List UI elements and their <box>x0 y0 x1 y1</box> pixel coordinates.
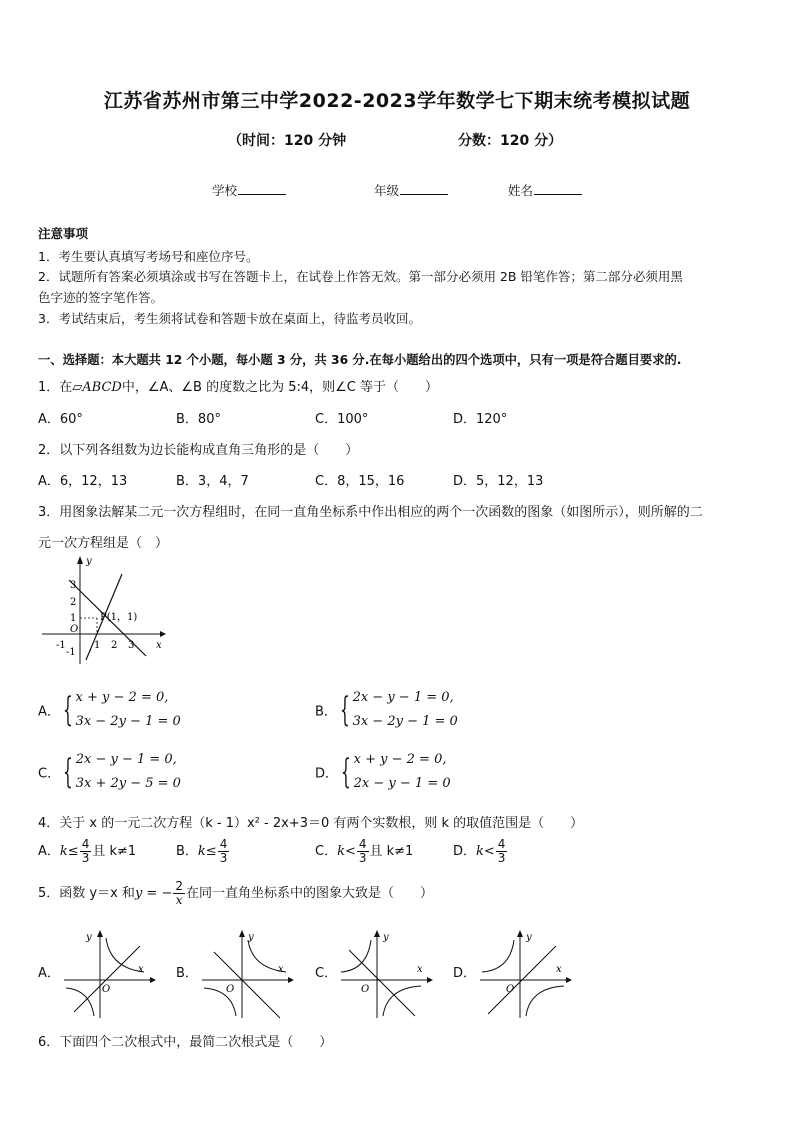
school-label: 学校 <box>212 183 238 198</box>
denominator: 3 <box>497 851 506 865</box>
question-6-stem: 6．下面四个二次根式中，最简二次根式是（ ） <box>38 1035 333 1050</box>
equation-system <box>354 748 451 796</box>
q5-option-d-graph[interactable] <box>476 928 572 1020</box>
q5-option-a-graph[interactable] <box>60 928 156 1020</box>
denominator: 3 <box>81 851 90 865</box>
numerator: 4 <box>358 837 367 851</box>
equation-system <box>353 686 458 734</box>
y-axis-label: y <box>383 932 389 943</box>
question-5-stem <box>38 880 433 907</box>
q3-option-c[interactable] <box>38 748 181 796</box>
q3-option-d[interactable] <box>315 748 451 796</box>
fraction <box>218 838 230 865</box>
equation-system <box>76 748 181 796</box>
x-axis-label: x <box>138 964 144 975</box>
y-tick-label: -1 <box>66 647 76 658</box>
q2-option-b[interactable]: B．3，4，7 <box>176 474 249 489</box>
question-4-stem: 4．关于 x 的一元二次方程（k - 1）x² - 2x+3＝0 有两个实数根，则 k 的取值范围是（ ） <box>38 816 584 831</box>
x-tick-label: -1 <box>56 640 66 651</box>
y-axis-label: y <box>526 932 532 943</box>
q2-option-c[interactable]: C．8，15，16 <box>315 474 405 489</box>
q5-equation: y = − <box>134 886 173 901</box>
equation-1: x + y − 2 = 0, <box>353 752 447 767</box>
notice-item: 1．考生要认真填写考场号和座位序号。 <box>38 249 259 264</box>
denominator: x <box>175 893 183 907</box>
exam-time: （时间：120 分钟 <box>228 133 347 149</box>
grade-field[interactable] <box>374 181 448 199</box>
grade-blank[interactable] <box>400 182 448 195</box>
x-axis-label: x <box>156 640 162 651</box>
y-tick-label: 3 <box>70 580 77 591</box>
origin-label: O <box>70 624 79 635</box>
q4-option-b[interactable] <box>176 838 230 865</box>
origin-label: O <box>102 984 111 995</box>
fraction <box>173 880 185 907</box>
name-label: 姓名 <box>508 183 534 198</box>
notice-item: 2．试题所有答案必须填涂或书写在答题卡上，在试卷上作答无效。第一部分必须用 2B 铅笔作答；第二部分必须用黑 <box>38 269 683 284</box>
x-tick-label: 3 <box>128 640 135 651</box>
brace-icon: { <box>339 690 350 730</box>
school-blank[interactable] <box>238 182 286 195</box>
option-label: D． <box>315 766 339 782</box>
point-p-label: P(1，1) <box>100 612 138 623</box>
notice-heading: 注意事项 <box>38 226 89 241</box>
option-label: C． <box>315 844 338 859</box>
condition: 且 k≠1 <box>92 844 137 859</box>
origin-label: O <box>361 984 370 995</box>
question-1-stem <box>38 376 438 395</box>
brace-icon: { <box>62 690 73 730</box>
y-axis-arrow <box>77 556 83 564</box>
equation-2: 2x − y − 1 = 0 <box>353 776 451 791</box>
origin-label: O <box>226 984 235 995</box>
question-2-stem: 2．以下列各组数为边长能构成直角三角形的是（ ） <box>38 443 359 458</box>
q3-option-a[interactable] <box>38 686 181 734</box>
numerator: 4 <box>497 837 506 851</box>
inequality: k< <box>476 844 495 859</box>
q5-option-b-label[interactable]: B． <box>176 966 198 981</box>
denominator: 3 <box>219 851 228 865</box>
origin-label: O <box>506 984 515 995</box>
q2-option-a[interactable]: A．6，12，13 <box>38 474 128 489</box>
q5-option-c-label[interactable]: C． <box>315 966 338 981</box>
q5-stem-prefix: 5．函数 y＝x 和 <box>38 886 135 901</box>
notice-item: 色字迹的签字笔作答。 <box>38 290 164 305</box>
y-axis-label: y <box>86 556 92 567</box>
numerator: 2 <box>175 879 183 893</box>
question-3-stem-cont: 元一次方程组是（ ） <box>38 536 169 551</box>
fraction <box>496 838 508 865</box>
brace-icon: { <box>340 752 351 792</box>
equation-1: x + y − 2 = 0, <box>75 690 169 705</box>
q1-stem-prefix: 1．在 <box>38 380 73 395</box>
y-axis-label: y <box>248 932 254 943</box>
inequality: k< <box>337 844 356 859</box>
q5-stem-suffix: 在同一直角坐标系中的图象大致是（ ） <box>185 886 433 901</box>
x-axis-label: x <box>556 964 562 975</box>
q5-option-d-label[interactable]: D． <box>453 966 477 981</box>
equation-2: 3x − 2y − 1 = 0 <box>75 714 181 729</box>
q1-parallelogram: ▱ABCD <box>72 380 122 395</box>
y-axis-label: y <box>86 932 92 943</box>
grade-label: 年级 <box>374 183 400 198</box>
option-label: B． <box>176 844 198 859</box>
equation-2: 3x − 2y − 1 = 0 <box>352 714 458 729</box>
q5-option-c-graph[interactable] <box>337 928 433 1020</box>
x-axis-label: x <box>278 964 284 975</box>
option-label: C． <box>38 766 61 782</box>
equation-1: 2x − y − 1 = 0, <box>75 752 177 767</box>
section-heading: 一、选择题：本大题共 12 个小题，每小题 3 分，共 36 分.在每小题给出的四个选项中，只有一项是符合题目要求的. <box>38 353 682 367</box>
q2-option-d[interactable]: D．5，12，13 <box>453 474 544 489</box>
q1-option-c[interactable]: C．100° <box>315 412 369 427</box>
option-label: A． <box>38 704 60 720</box>
fraction <box>80 838 92 865</box>
q3-graph <box>36 552 168 672</box>
y-tick-label: 1 <box>70 613 77 624</box>
name-field[interactable] <box>508 181 582 199</box>
name-blank[interactable] <box>534 182 582 195</box>
numerator: 4 <box>219 837 228 851</box>
q1-option-a[interactable]: A．60° <box>38 412 83 427</box>
condition: 且 k≠1 <box>369 844 414 859</box>
notice-item: 3．考试结束后，考生须将试卷和答题卡放在桌面上，待监考员收回。 <box>38 311 421 326</box>
equation-2: 3x + 2y − 5 = 0 <box>75 776 181 791</box>
option-label: D． <box>453 844 477 859</box>
school-field[interactable] <box>212 181 286 199</box>
option-label: A． <box>38 844 60 859</box>
q1-option-d[interactable]: D．120° <box>453 412 508 427</box>
q3-option-b[interactable] <box>315 686 458 734</box>
fraction <box>357 838 369 865</box>
inequality: k≤ <box>59 844 79 859</box>
q1-stem-suffix: 中，∠A、∠B 的度数之比为 5:4，则∠C 等于（ ） <box>121 380 439 395</box>
brace-icon: { <box>63 752 73 792</box>
x-tick-label: 1 <box>94 640 101 651</box>
q4-option-c[interactable] <box>315 838 413 865</box>
equation-system <box>76 686 181 734</box>
q5-option-a-label[interactable]: A． <box>38 966 60 981</box>
q1-option-b[interactable]: B．80° <box>176 412 221 427</box>
x-axis-label: x <box>417 964 423 975</box>
numerator: 4 <box>81 837 90 851</box>
x-axis-arrow <box>160 631 166 637</box>
page-title: 江苏省苏州市第三中学2022-2023学年数学七下期末统考模拟试题 <box>103 90 691 112</box>
inequality: k≤ <box>197 844 217 859</box>
q4-option-d[interactable] <box>453 838 508 865</box>
q4-option-a[interactable] <box>38 838 136 865</box>
denominator: 3 <box>358 851 367 865</box>
y-tick-label: 2 <box>70 597 77 608</box>
equation-1: 2x − y − 1 = 0, <box>352 690 454 705</box>
q5-option-b-graph[interactable] <box>198 928 294 1020</box>
question-3-stem: 3．用图象法解某二元一次方程组时，在同一直角坐标系中作出相应的两个一次函数的图象（如图所示），则所解的二 <box>38 505 703 520</box>
option-label: B． <box>315 704 337 720</box>
exam-score: 分数：120 分） <box>458 133 563 149</box>
x-tick-label: 2 <box>111 640 118 651</box>
